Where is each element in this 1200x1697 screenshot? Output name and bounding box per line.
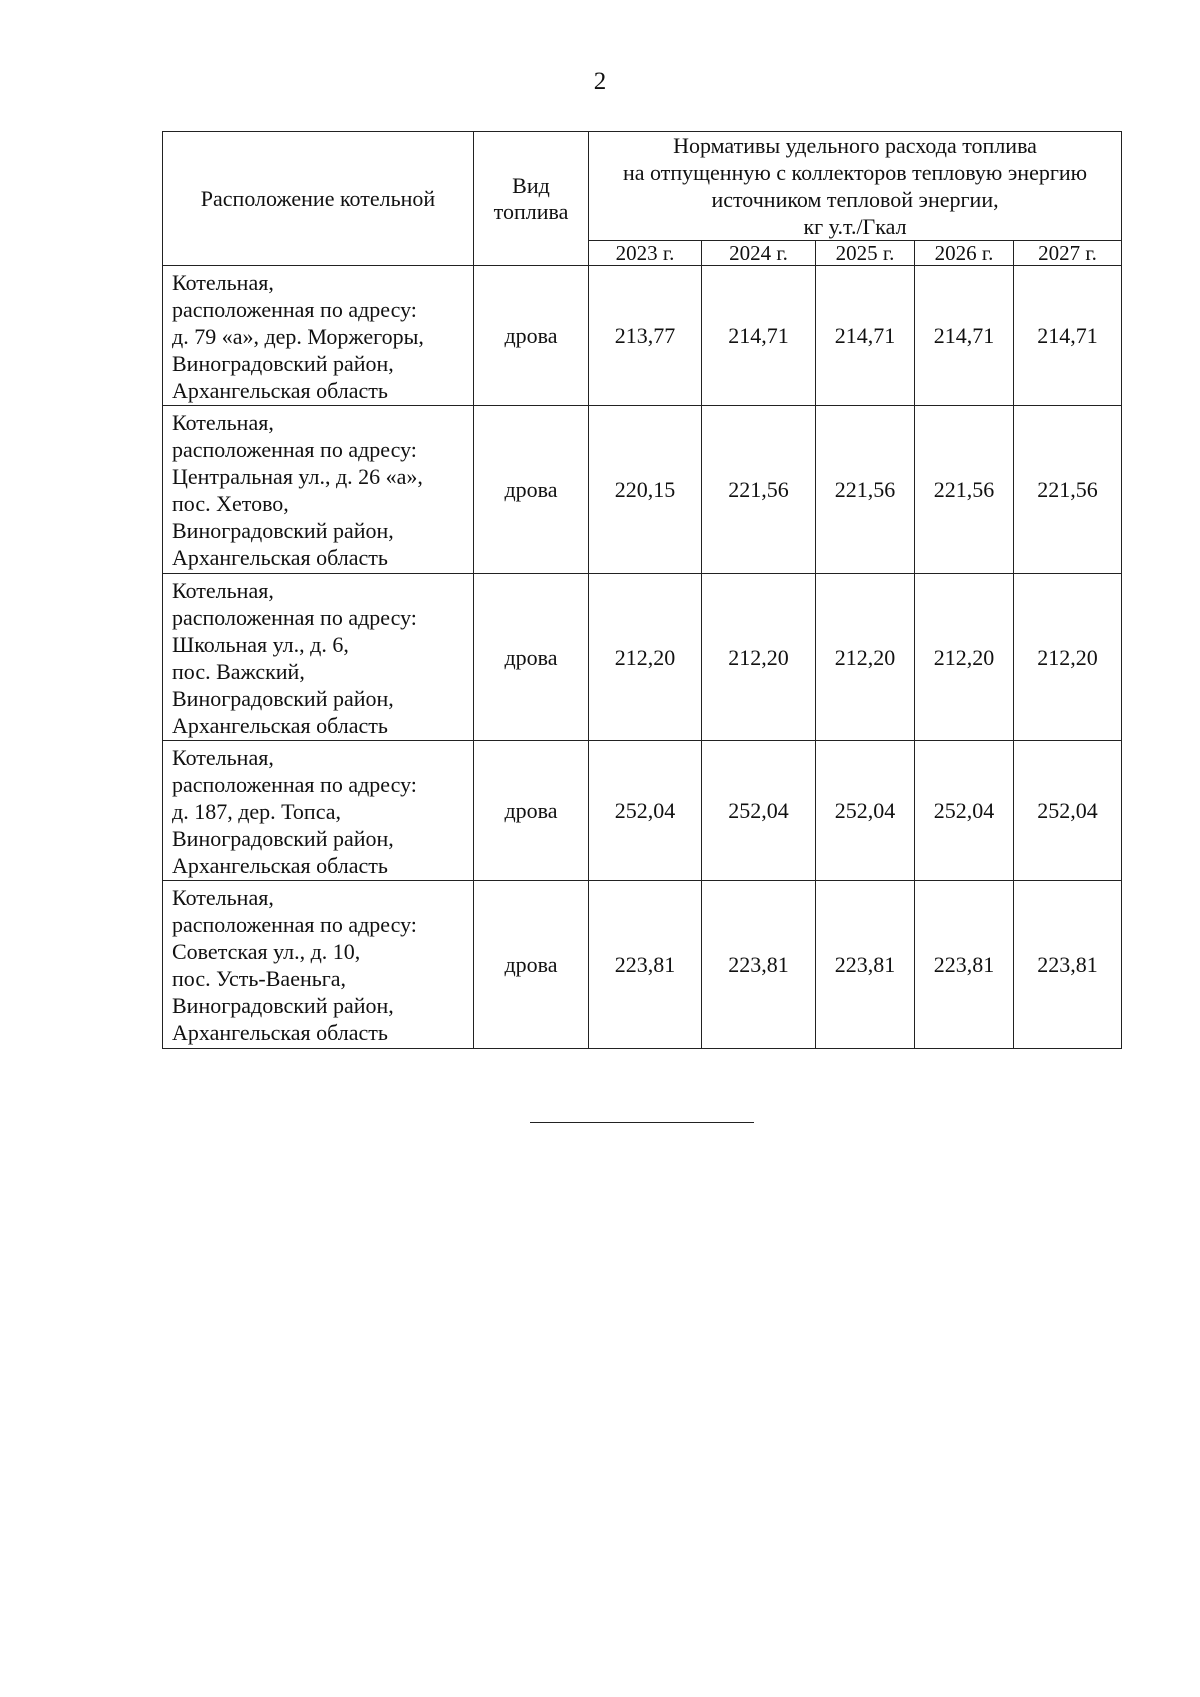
header-norms-line3: источником тепловой энергии, <box>711 187 999 212</box>
row-value-2025: 223,81 <box>816 881 915 1049</box>
header-norms <box>589 132 1122 241</box>
row-value-2026: 221,56 <box>915 406 1014 574</box>
header-year-2027: 2027 г. <box>1014 241 1122 266</box>
row-value-2027: 212,20 <box>1014 574 1122 741</box>
header-fuel-line1: Вид <box>512 172 550 198</box>
row-location: Котельная, расположенная по адресу: Центральная ул., д. 26 «а», пос. Хетово, Виноградовский район, Архангельская область <box>163 406 474 574</box>
row-value-2025: 252,04 <box>816 741 915 881</box>
row-fuel: дрова <box>474 266 589 406</box>
row-value-2024: 223,81 <box>702 881 816 1049</box>
row-value-2024: 252,04 <box>702 741 816 881</box>
header-norms-line2: на отпущенную с коллекторов тепловую энергию <box>622 160 1088 185</box>
header-fuel-line2: топлива <box>493 198 569 224</box>
header-norms-unit: кг у.т./Гкал <box>803 214 907 239</box>
row-value-2024: 212,20 <box>702 574 816 741</box>
table-row <box>163 574 1122 741</box>
row-fuel: дрова <box>474 741 589 881</box>
header-location: Расположение котельной <box>163 132 474 266</box>
row-value-2023: 212,20 <box>589 574 702 741</box>
row-value-2027: 214,71 <box>1014 266 1122 406</box>
row-value-2025: 214,71 <box>816 266 915 406</box>
end-of-document-line <box>530 1122 754 1123</box>
row-value-2023: 213,77 <box>589 266 702 406</box>
page-number: 2 <box>593 68 607 95</box>
header-norms-line1: Нормативы удельного расхода топлива <box>673 133 1037 158</box>
row-value-2026: 212,20 <box>915 574 1014 741</box>
row-location: Котельная, расположенная по адресу: Школьная ул., д. 6, пос. Важский, Виноградовский район, Архангельская область <box>163 574 474 741</box>
table-row <box>163 406 1122 574</box>
row-value-2023: 252,04 <box>589 741 702 881</box>
table-row <box>163 741 1122 881</box>
row-value-2025: 212,20 <box>816 574 915 741</box>
row-value-2027: 252,04 <box>1014 741 1122 881</box>
row-location: Котельная, расположенная по адресу: д. 187, дер. Топса, Виноградовский район, Архангельская область <box>163 741 474 881</box>
row-value-2027: 221,56 <box>1014 406 1122 574</box>
row-value-2026: 214,71 <box>915 266 1014 406</box>
row-fuel: дрова <box>474 574 589 741</box>
table-row <box>163 881 1122 1049</box>
row-value-2027: 223,81 <box>1014 881 1122 1049</box>
table-row <box>163 266 1122 406</box>
row-value-2023: 220,15 <box>589 406 702 574</box>
header-year-2023: 2023 г. <box>589 241 702 266</box>
row-value-2026: 223,81 <box>915 881 1014 1049</box>
header-year-2024: 2024 г. <box>702 241 816 266</box>
table-header-row <box>163 132 1122 241</box>
row-fuel: дрова <box>474 881 589 1049</box>
row-value-2024: 221,56 <box>702 406 816 574</box>
row-value-2024: 214,71 <box>702 266 816 406</box>
row-location: Котельная, расположенная по адресу: д. 79 «а», дер. Моржегоры, Виноградовский район, Архангельская область <box>163 266 474 406</box>
header-fuel-type <box>474 132 589 266</box>
header-year-2025: 2025 г. <box>816 241 915 266</box>
header-year-2026: 2026 г. <box>915 241 1014 266</box>
row-value-2023: 223,81 <box>589 881 702 1049</box>
row-value-2025: 221,56 <box>816 406 915 574</box>
row-value-2026: 252,04 <box>915 741 1014 881</box>
fuel-norms-table <box>162 131 1122 1049</box>
row-location: Котельная, расположенная по адресу: Советская ул., д. 10, пос. Усть-Ваеньга, Виноградовский район, Архангельская область <box>163 881 474 1049</box>
row-fuel: дрова <box>474 406 589 574</box>
